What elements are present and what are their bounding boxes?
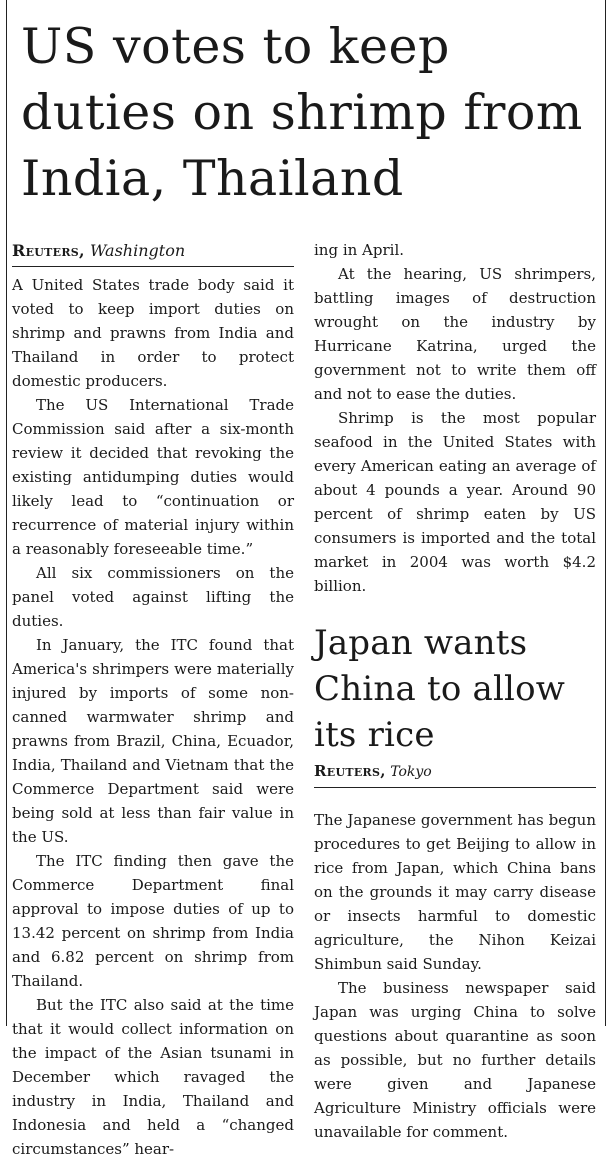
article1-paragraph: But the ITC also said at the time that it would collect information on the impact of the Asian tsunami in December which ravaged the industry in India, Thailand and Indonesia and held a “changed circumstances” hear- <box>12 996 294 1158</box>
article1-dateline <box>12 240 294 267</box>
article1-paragraph: The US International Trade Commission said after a six-month review it decided that revoking the existing antidumping duties would likely lead to “continuation or recurrence of material injury within a reasonably foreseeable time.” <box>12 396 294 558</box>
article2-city: Tokyo <box>390 764 432 780</box>
article1-agency: Reuters, <box>12 241 85 260</box>
article1-paragraph: The ITC finding then gave the Commerce Department final approval to impose duties of up to 13.42 percent on shrimp from India and 6.82 percent on shrimp from Thailand. <box>12 852 294 990</box>
article1-column-right <box>314 238 596 1144</box>
spacer <box>314 794 596 808</box>
article2-paragraph: The Japanese government has begun procedures to get Beijing to allow in rice from Japan, which China bans on the grounds it may carry disease or insects harmful to domestic agriculture, the Nihon Keizai Shimbun said Sunday. <box>314 811 596 973</box>
article1-city: Washington <box>90 241 186 260</box>
article1-continued-paragraph: Shrimp is the most popular seafood in the United States with every American eating an average of about 4 pounds a year. Around 90 percent of shrimp eaten by US consumers is imported and the total market in 2004 was worth $4.2 billion. <box>314 409 596 595</box>
article1-continued-paragraph: ing in April. <box>314 241 405 259</box>
article2-dateline <box>314 760 596 788</box>
article1-column-left <box>12 240 294 1161</box>
article1-paragraph: All six commissioners on the panel voted against lifting the duties. <box>12 564 294 630</box>
article1-paragraph: A United States trade body said it voted to keep import duties on shrimp and prawns from India and Thailand in order to protect domestic producers. <box>12 276 294 390</box>
article2-agency: Reuters, <box>314 762 386 780</box>
article1-paragraph: In January, the ITC found that America's shrimpers were materially injured by imports of some non-canned warmwater shrimp and prawns from Brazil, China, Ecuador, India, Thailand and Vietnam that the Commerce Department said were being sold at less than fair value in the US. <box>12 636 294 846</box>
article2-paragraph: The business newspaper said Japan was urging China to solve questions about quarantine as soon as possible, but no further details were given and Japanese Agriculture Ministry officials were unavailable for comment. <box>314 979 596 1141</box>
article2-headline: Japan wants China to allow its rice <box>314 623 566 755</box>
article1-headline: US votes to keep duties on shrimp from India, Thailand <box>21 18 583 207</box>
article1-continued-paragraph: At the hearing, US shrimpers, battling images of destruction wrought on the industry by Hurricane Katrina, urged the government not to write them off and not to ease the duties. <box>314 265 596 403</box>
